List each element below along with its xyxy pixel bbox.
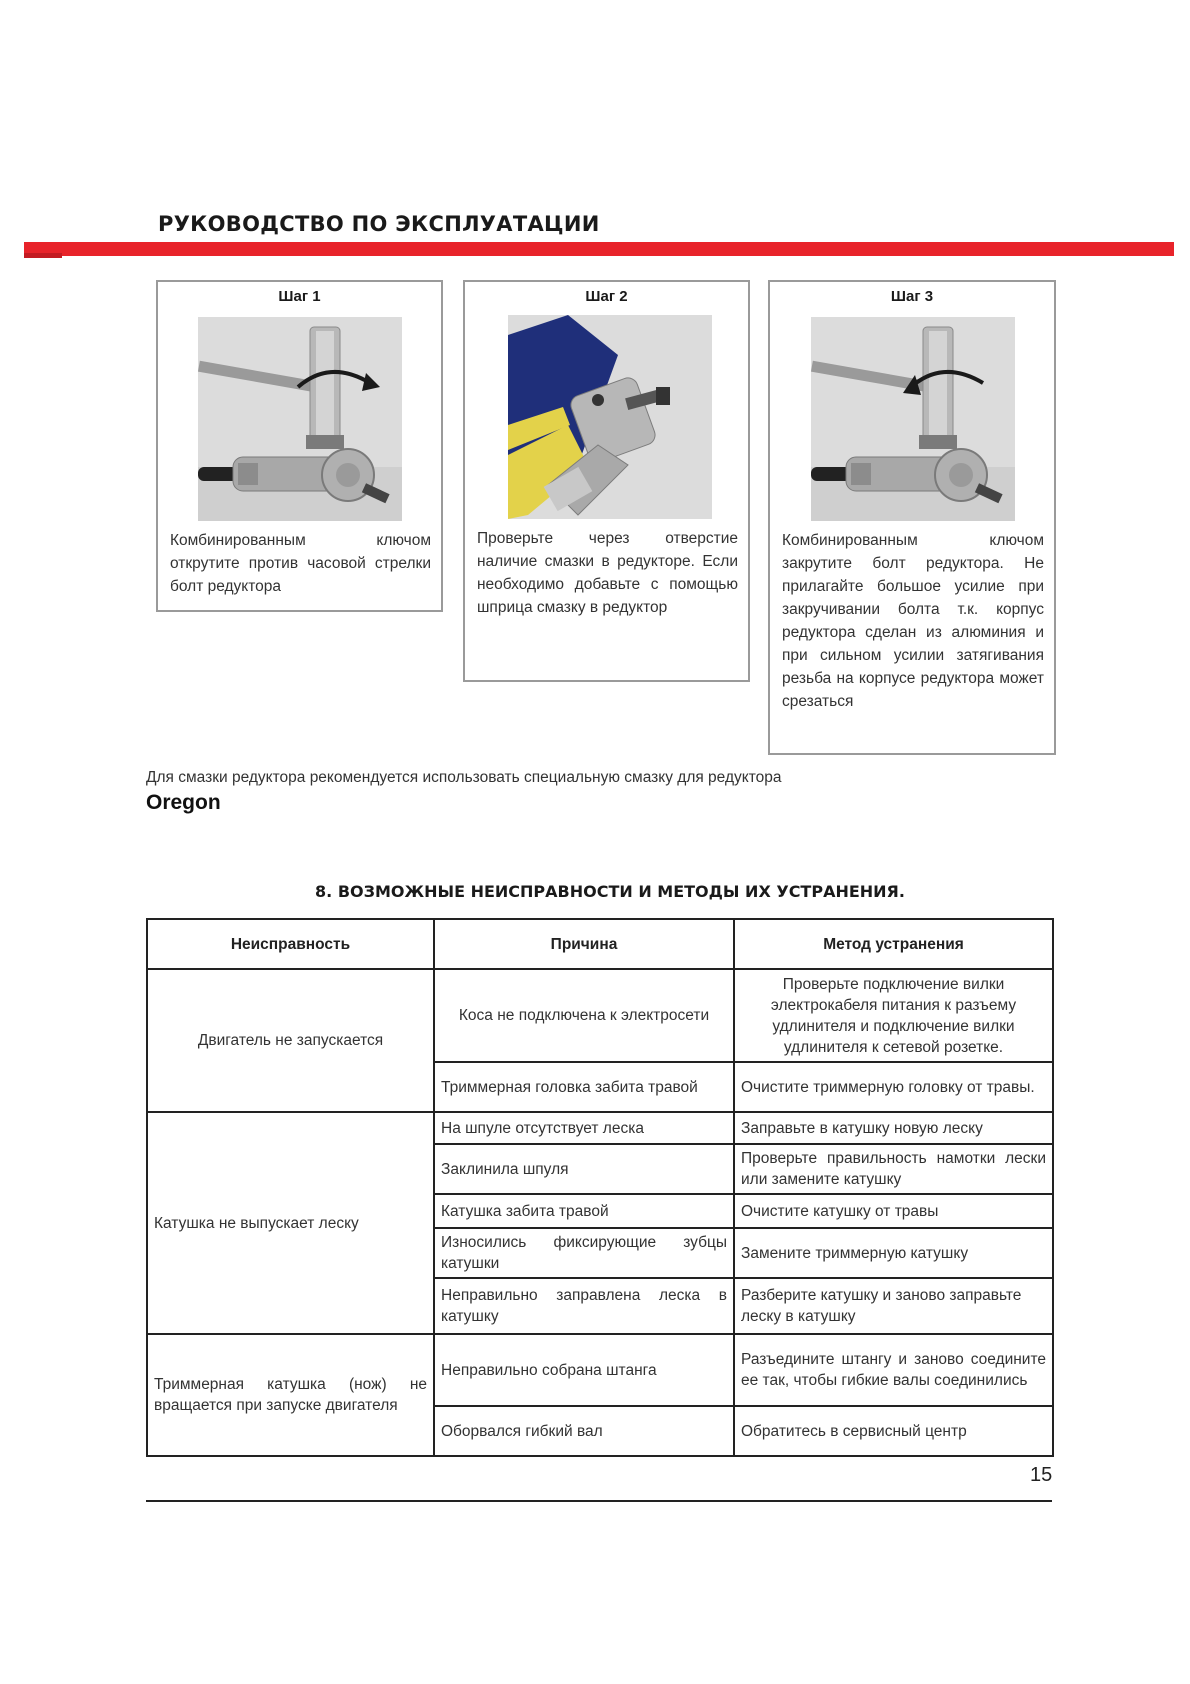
footer-divider (146, 1500, 1052, 1502)
step-card-2 (463, 280, 750, 682)
cause-cell: Неправильно заправлена леска в катушку (434, 1278, 734, 1334)
wrench-tighten-photo (811, 317, 1015, 521)
remedy-cell: Проверьте подключение вилки электрокабеля питания к разъему удлинителя и подключение вилки удлинителя к сетевой розетке. (734, 969, 1053, 1062)
lubrication-note: Для смазки редуктора рекомендуется использовать специальную смазку для редуктора (146, 769, 782, 786)
manual-title: РУКОВОДСТВО ПО ЭКСПЛУАТАЦИИ (158, 212, 600, 236)
table-row (147, 1112, 1053, 1144)
remedy-cell: Обратитесь в сервисный центр (734, 1406, 1053, 1456)
cause-cell: Коса не подключена к электросети (434, 969, 734, 1062)
column-header-cause: Причина (434, 919, 734, 969)
cause-cell: Катушка забита травой (434, 1194, 734, 1228)
column-header-remedy: Метод устранения (734, 919, 1053, 969)
cause-cell: Заклинила шпуля (434, 1144, 734, 1194)
cause-cell: На шпуле отсутствует леска (434, 1112, 734, 1144)
step-card-3 (768, 280, 1056, 755)
lubricant-brand: Oregon (146, 791, 221, 814)
step-description: Комбинированным ключом открутите против часовой стрелки болт редуктора (170, 532, 431, 595)
cause-cell: Неправильно собрана штанга (434, 1334, 734, 1406)
fault-cell: Триммерная катушка (нож) не вращается при запуске двигателя (147, 1334, 434, 1456)
troubleshooting-title: 8. ВОЗМОЖНЫЕ НЕИСПРАВНОСТИ И МЕТОДЫ ИХ УСТРАНЕНИЯ. (315, 882, 905, 901)
troubleshooting-table (146, 918, 1054, 1457)
column-header-fault: Неисправность (147, 919, 434, 969)
remedy-cell: Очистите катушку от травы (734, 1194, 1053, 1228)
step-description: Комбинированным ключом закрутите болт редуктора. Не прилагайте большое усилие при закручивании болта т.к. корпус редуктора сделан из алюминия и при сильном усилии затягивания резьба на корпусе редуктора может срезаться (782, 532, 1044, 710)
cause-cell: Триммерная головка забита травой (434, 1062, 734, 1112)
remedy-cell: Заправьте в катушку новую леску (734, 1112, 1053, 1144)
step-title: Шаг 3 (890, 288, 934, 305)
fault-cell: Двигатель не запускается (147, 969, 434, 1112)
step-title: Шаг 1 (278, 288, 321, 305)
table-header-row (147, 919, 1053, 969)
page-number: 15 (1030, 1464, 1053, 1486)
table-row (147, 969, 1053, 1062)
remedy-cell: Разберите катушку и заново заправьте леску в катушку (734, 1278, 1053, 1334)
step-card-1 (156, 280, 443, 612)
table-row (147, 1334, 1053, 1406)
header-red-bar-accent (24, 253, 62, 258)
header-red-bar (24, 242, 1174, 256)
wrench-loosen-photo (198, 317, 402, 521)
cause-cell: Оборвался гибкий вал (434, 1406, 734, 1456)
remedy-cell: Разъедините штангу и заново соедините ее так, чтобы гибкие валы соединились (734, 1334, 1053, 1406)
remedy-cell: Проверьте правильность намотки лески или замените катушку (734, 1144, 1053, 1194)
fault-cell: Катушка не выпускает леску (147, 1112, 434, 1334)
grease-check-photo (508, 315, 712, 519)
remedy-cell: Очистите триммерную головку от травы. (734, 1062, 1053, 1112)
step-title: Шаг 2 (585, 288, 628, 305)
remedy-cell: Замените триммерную катушку (734, 1228, 1053, 1278)
cause-cell: Износились фиксирующие зубцы катушки (434, 1228, 734, 1278)
step-description: Проверьте через отверстие наличие смазки в редукторе. Если необходимо добавьте с помощью шприца смазку в редуктор (477, 530, 738, 616)
